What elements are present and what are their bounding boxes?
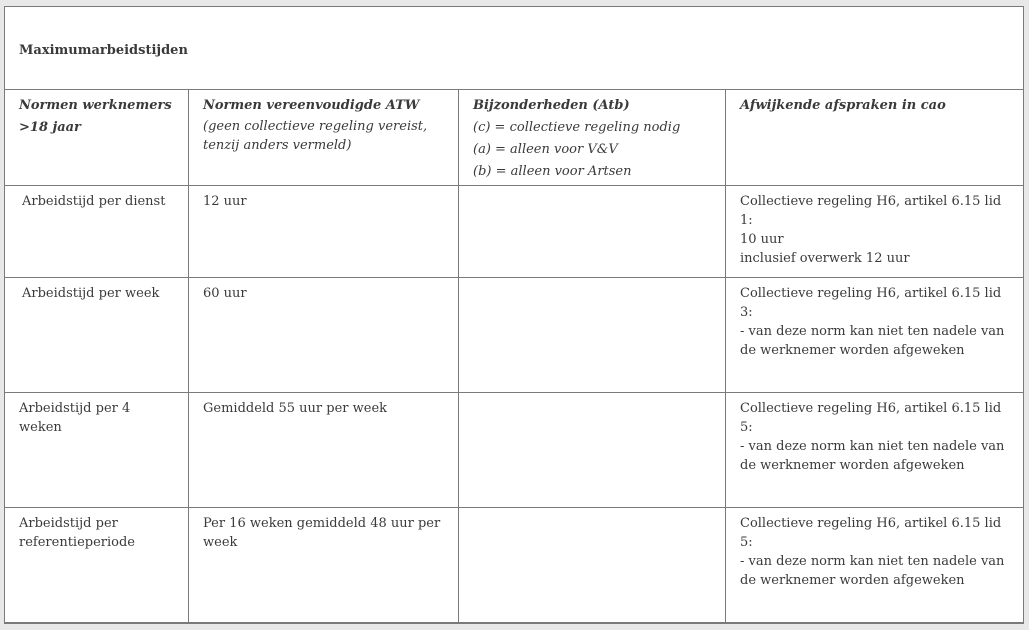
cao-cell — [726, 186, 1024, 278]
header-col2 — [189, 90, 459, 186]
header-col2-title: Normen vereenvoudigde ATW — [203, 98, 420, 113]
cao-line: de werknemer worden afgeweken — [740, 343, 965, 358]
cao-line: Collectieve regeling H6, artikel 6.15 lid — [740, 194, 1002, 209]
header-col2-sub: (geen collectieve regeling vereist, — [203, 119, 428, 134]
norm-cell — [5, 278, 189, 393]
header-col1-line: >18 jaar — [19, 120, 81, 135]
table-row — [5, 393, 1024, 508]
atb-cell — [459, 393, 726, 508]
atw-cell — [189, 278, 459, 393]
table-title: Maximumarbeidstijden — [5, 7, 1024, 90]
atb-cell — [459, 186, 726, 278]
norm-text: Arbeidstijd per dienst — [22, 194, 166, 209]
header-col3 — [459, 90, 726, 186]
cao-line: inclusief overwerk 12 uur — [740, 251, 910, 266]
norm-text: Arbeidstijd per 4 — [19, 401, 131, 416]
header-col3-line: (b) = alleen voor Artsen — [473, 164, 632, 179]
cao-line: de werknemer worden afgeweken — [740, 458, 965, 473]
atw-text: Gemiddeld 55 uur per week — [203, 401, 388, 416]
norm-text: Arbeidstijd per week — [22, 286, 160, 301]
table-row — [5, 186, 1024, 278]
norm-text: weken — [19, 420, 62, 435]
document-page — [4, 6, 1024, 624]
cao-line: de werknemer worden afgeweken — [740, 573, 965, 588]
header-row — [5, 90, 1024, 186]
cao-cell — [726, 393, 1024, 508]
cao-cell — [726, 278, 1024, 393]
cao-line: 1: — [740, 213, 753, 228]
header-col4-title: Afwijkende afspraken in cao — [740, 98, 946, 113]
table-row — [5, 508, 1024, 623]
atw-text: Per 16 weken gemiddeld 48 uur per — [203, 516, 441, 531]
cao-line: 3: — [740, 305, 753, 320]
cao-line: - van deze norm kan niet ten nadele van — [740, 324, 1005, 339]
table-row — [5, 278, 1024, 393]
cao-line: Collectieve regeling H6, artikel 6.15 lid — [740, 286, 1002, 301]
working-hours-table — [4, 6, 1024, 623]
cao-line: 10 uur — [740, 232, 784, 247]
cao-line: Collectieve regeling H6, artikel 6.15 lid — [740, 401, 1002, 416]
atb-cell — [459, 508, 726, 623]
norm-text: Arbeidstijd per — [19, 516, 118, 531]
atw-cell — [189, 186, 459, 278]
atw-text: 12 uur — [203, 194, 247, 209]
cao-line: 5: — [740, 420, 753, 435]
norm-text: referentieperiode — [19, 535, 135, 550]
cao-line: 5: — [740, 535, 753, 550]
cao-line: Collectieve regeling H6, artikel 6.15 lid — [740, 516, 1002, 531]
header-col3-line: (a) = alleen voor V&V — [473, 142, 618, 157]
norm-cell — [5, 508, 189, 623]
atw-text: week — [203, 535, 238, 550]
atw-text: 60 uur — [203, 286, 247, 301]
header-col2-sub: tenzij anders vermeld) — [203, 138, 352, 153]
header-col1 — [5, 90, 189, 186]
cao-line: - van deze norm kan niet ten nadele van — [740, 439, 1005, 454]
cao-line: - van deze norm kan niet ten nadele van — [740, 554, 1005, 569]
norm-cell — [5, 186, 189, 278]
header-col1-line: Normen werknemers — [19, 98, 172, 113]
atb-cell — [459, 278, 726, 393]
header-col3-line: (c) = collectieve regeling nodig — [473, 120, 681, 135]
atw-cell — [189, 508, 459, 623]
atw-cell — [189, 393, 459, 508]
norm-cell — [5, 393, 189, 508]
header-col3-title: Bijzonderheden (Atb) — [473, 98, 630, 113]
header-col4 — [726, 90, 1024, 186]
cao-cell — [726, 508, 1024, 623]
